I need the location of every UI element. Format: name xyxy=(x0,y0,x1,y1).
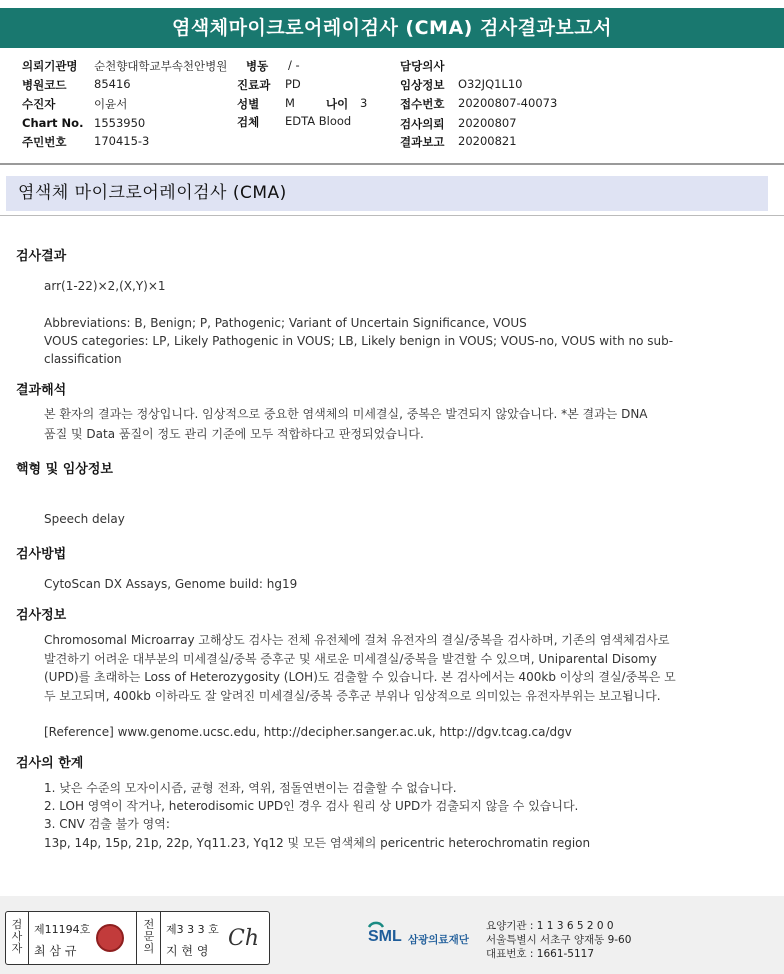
limitation-item-2: 2. LOH 영역이 작거나, heterodisomic UPD인 경우 검사 원리 상 UPD가 검출되지 않을 수 있습니다. xyxy=(44,799,579,813)
divider xyxy=(160,912,161,964)
hospital-code-label: 병원코드 xyxy=(22,78,67,92)
result-heading: 검사결과 xyxy=(16,249,67,264)
divider xyxy=(136,912,137,964)
test-info-line-3: (UPD)를 초래하는 Loss of Heterozygosity (LOH)도 검출할 수 있습니다. 본 검사에서는 400kb 이상의 결실/중복은 모 xyxy=(44,670,676,684)
limitations-heading: 검사의 한계 xyxy=(16,756,84,771)
specimen-label: 검체 xyxy=(237,115,260,129)
test-info-line-4: 두 보고되며, 400kb 이하라도 잘 알려진 미세결실/중복 증후군 부위나 임상적으로 의미있는 유전자부위는 보고됩니다. xyxy=(44,689,661,703)
patient-info-block xyxy=(0,54,784,164)
ward-label: 병동 xyxy=(246,59,269,73)
resident-value: 170415-3 xyxy=(94,134,150,148)
chart-value: 1553950 xyxy=(94,116,146,130)
divider xyxy=(0,163,784,165)
institution-value: 순천향대학교부속천안병원 xyxy=(94,59,228,73)
interpretation-heading: 결과해석 xyxy=(16,383,67,398)
request-value: 20200807 xyxy=(458,116,517,130)
examiner-label: 검사자 xyxy=(11,918,23,955)
address: 서울특별시 서초구 양재동 9-60 xyxy=(486,934,632,946)
recipient-value: 이윤서 xyxy=(94,97,128,111)
doctor-label: 담당의사 xyxy=(400,59,445,73)
institution-label: 의뢰기관명 xyxy=(22,59,78,73)
specialist-name: 지 현 영 xyxy=(166,944,209,958)
method-heading: 검사방법 xyxy=(16,547,67,562)
age-label: 나이 xyxy=(326,97,349,111)
sex-label: 성별 xyxy=(237,97,260,111)
examiner-name: 최 삼 규 xyxy=(34,944,77,958)
signature: Ch xyxy=(228,926,260,951)
interpretation-line-1: 본 환자의 결과는 정상입니다. 임상적으로 중요한 염색체의 미세결실, 중복은 발견되지 않았습니다. *본 결과는 DNA xyxy=(44,407,648,421)
sml-logo xyxy=(366,918,506,952)
dept-label: 진료과 xyxy=(237,78,271,92)
result-formula: arr(1-22)×2,(X,Y)×1 xyxy=(44,279,166,293)
signature-block xyxy=(5,911,270,965)
resident-label: 주민번호 xyxy=(22,135,67,149)
age-value: 3 xyxy=(360,96,368,110)
logo-subtitle: 삼광의료재단 xyxy=(408,934,469,946)
report-title: 염색체마이크로어레이검사 (CMA) 검사결과보고서 xyxy=(0,8,784,48)
test-info-line-1: Chromosomal Microarray 고해상도 검사는 전체 유전체에 걸쳐 유전자의 결실/중복을 검사하며, 기존의 염색체검사로 xyxy=(44,633,670,647)
specialist-label: 전문의 xyxy=(143,918,155,955)
recipient-label: 수진자 xyxy=(22,97,56,111)
method-text: CytoScan DX Assays, Genome build: hg19 xyxy=(44,577,298,591)
limitation-item-3: 3. CNV 검출 불가 영역: xyxy=(44,817,170,831)
interpretation-line-2: 품질 및 Data 품질이 정도 관리 기준에 모두 적합하다고 판정되었습니다. xyxy=(44,427,424,441)
report-label: 결과보고 xyxy=(400,135,445,149)
reference-line: [Reference] www.genome.ucsc.edu, http://decipher.sanger.ac.uk, http://dgv.tcag.ca/dgv xyxy=(44,725,572,739)
phone-number: 대표번호 : 1661-5117 xyxy=(486,948,595,960)
limitation-item-4: 13p, 14p, 15p, 21p, 22p, Yq11.23, Yq12 및 모든 염색체의 pericentric heterochromatin region xyxy=(44,836,591,850)
ward-value: / - xyxy=(288,58,300,72)
sex-value: M xyxy=(285,96,295,110)
divider xyxy=(0,215,784,216)
license-number-1: 제11194호 xyxy=(34,923,91,936)
license-number-2: 제3 3 3 호 xyxy=(166,923,219,936)
clinical-label: 임상정보 xyxy=(400,78,445,92)
receipt-label: 접수번호 xyxy=(400,97,445,111)
karyotype-heading: 핵형 및 임상정보 xyxy=(16,462,113,477)
karyotype-text: Speech delay xyxy=(44,512,125,526)
institution-code: 요양기관 : 1 1 3 6 5 2 0 0 xyxy=(486,920,614,932)
abbreviation-line-1: Abbreviations: B, Benign; P, Pathogenic; Variant of Uncertain Significance, VOUS xyxy=(44,316,527,330)
abbreviation-line-3: classification xyxy=(44,352,122,366)
dept-value: PD xyxy=(285,77,301,91)
hospital-code-value: 85416 xyxy=(94,77,131,91)
report-value: 20200821 xyxy=(458,134,517,148)
divider xyxy=(28,912,29,964)
request-label: 검사의뢰 xyxy=(400,117,445,131)
clinical-value: O32JQ1L10 xyxy=(458,77,523,91)
test-info-heading: 검사정보 xyxy=(16,608,67,623)
logo-text: SML xyxy=(368,928,402,945)
seal-icon xyxy=(96,924,124,952)
specimen-value: EDTA Blood xyxy=(285,114,352,128)
test-info-line-2: 발견하기 어려운 대부분의 미세결실/중복 증후군 및 새로운 미세결실/중복을 발견할 수 있으며, Uniparental Disomy xyxy=(44,652,657,666)
chart-label: Chart No. xyxy=(22,116,84,130)
limitation-item-1: 1. 낮은 수준의 모자이시즘, 균형 전좌, 역위, 점돌연변이는 검출할 수 없습니다. xyxy=(44,781,457,795)
receipt-value: 20200807-40073 xyxy=(458,96,558,110)
abbreviation-line-2: VOUS categories: LP, Likely Pathogenic in VOUS; LB, Likely benign in VOUS; VOUS-no, VOUS with no sub- xyxy=(44,334,674,348)
section-banner: 염색체 마이크로어레이검사 (CMA) xyxy=(6,176,768,211)
